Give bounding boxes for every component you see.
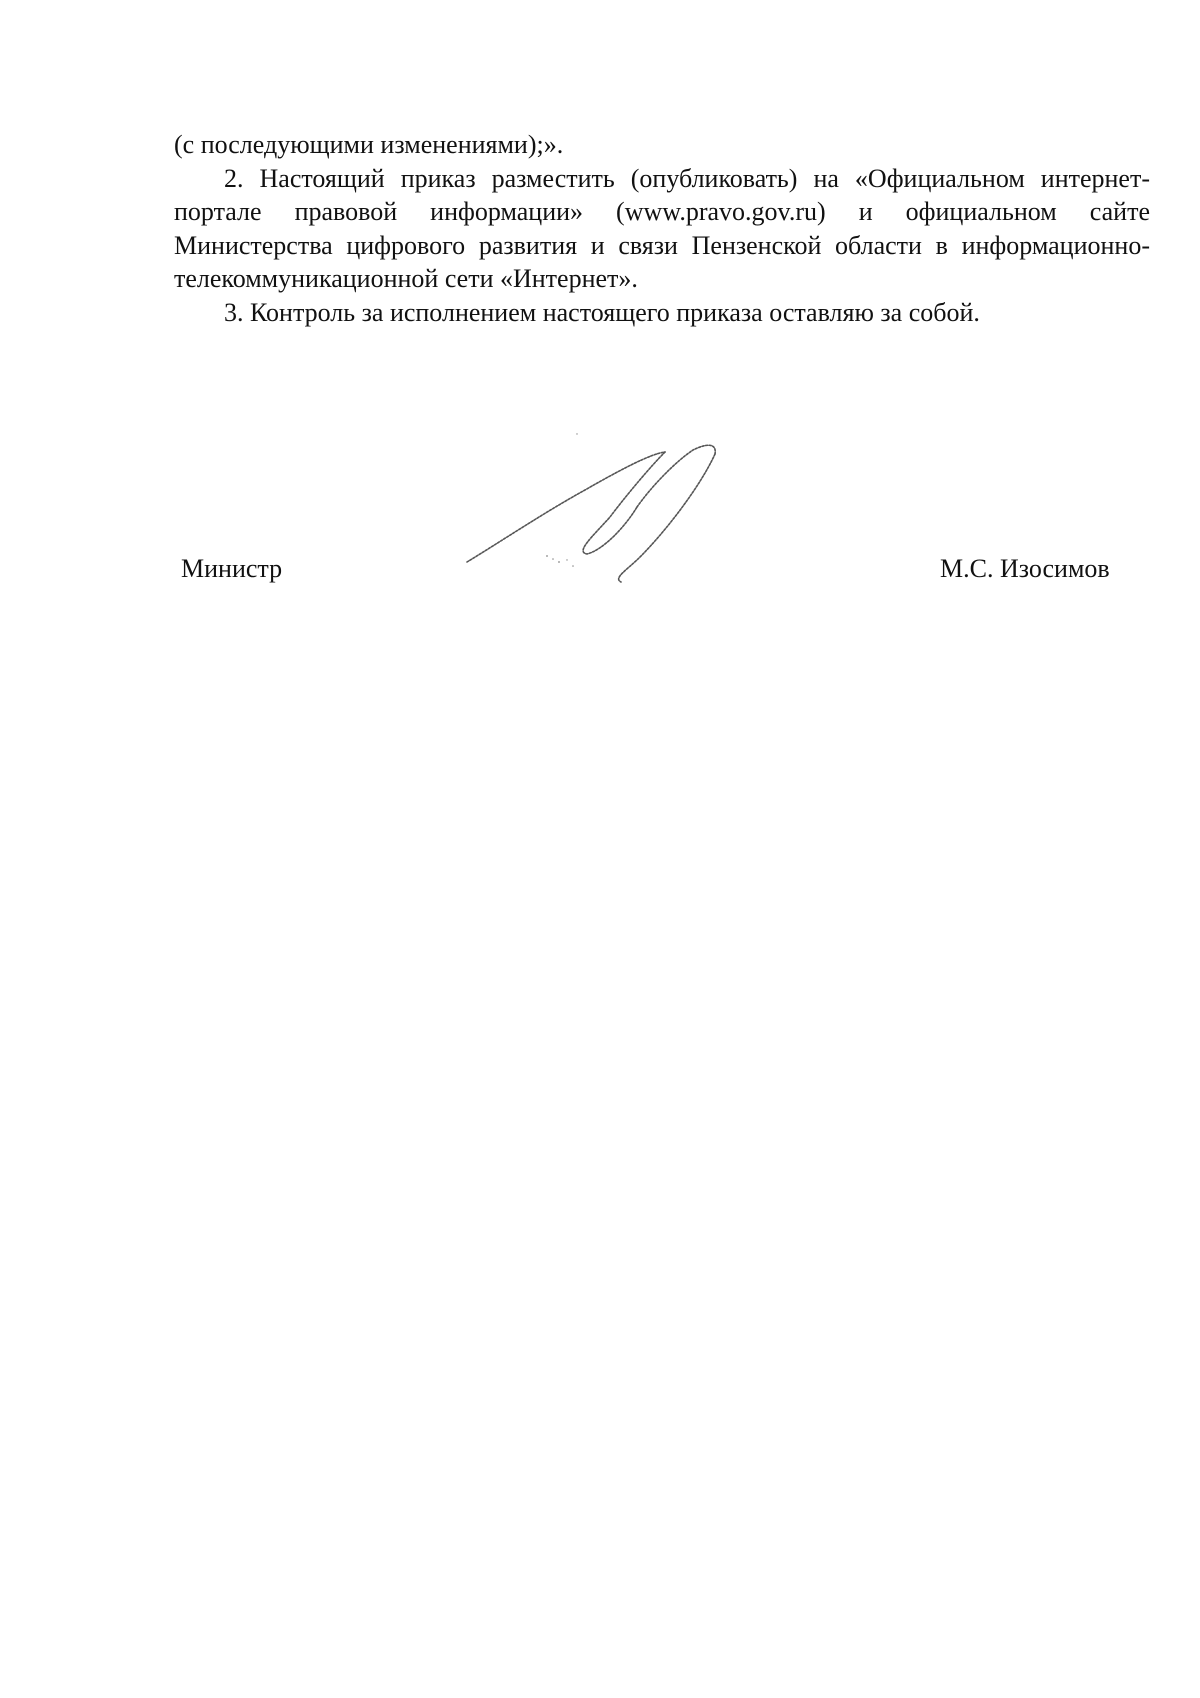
paragraph-publication: 2. Настоящий приказ разместить (опубликовать) на «Официальном интернет-портале правовой информации» (www.pravo.gov.ru) и официальном сайте Министерства цифрового развития и связи Пензенской области в информационно-телекоммуникационной сети «Интернет». (174, 163, 1150, 293)
signer-position: Министр (181, 554, 283, 583)
paragraph-control: 3. Контроль за исполнением настоящего приказа оставляю за собой. (224, 297, 980, 327)
paragraph-continuation: (с последующими изменениями);». (174, 130, 564, 159)
handwritten-signature (455, 432, 745, 590)
signer-name: М.С. Изосимов (940, 554, 1110, 583)
document-body (174, 128, 1150, 329)
